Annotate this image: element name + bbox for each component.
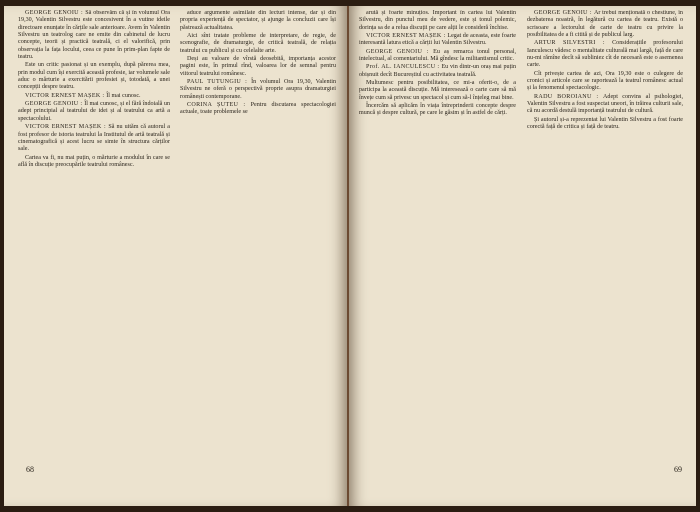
speaker-name: VICTOR ERNEST MAȘEK : (366, 33, 448, 40)
speaker-name: CORINA ȘUTEU : (187, 102, 251, 109)
speaker-name: GEORGE GENOIU : (25, 10, 86, 16)
paragraph-text: Adept convins al psihologiei, Valentin Silvestru a fost suspectat uneori, în trăirea culturii sale, că nu acordă destulă importanță teatrului de cultură. (527, 93, 683, 115)
speaker-name: Prof. AL. IANCULESCU : (366, 64, 442, 71)
paragraph-text: În volumul Ora 19,30, Valentin Silvestru ne oferă o perspectivă proprie asupra dramaturgiei românești contemporane. (180, 79, 336, 100)
paragraph (180, 102, 336, 117)
left-column-1 (18, 10, 170, 462)
paragraph (527, 71, 683, 93)
speaker-name: GEORGE GENOIU : (25, 101, 85, 108)
paragraph-text: Îl mai cunosc, și el fără îndoială un adept principial al teatrului de idei și al teatrului ca artă a spectacolului. (18, 101, 170, 122)
right-column-1 (359, 10, 516, 462)
paragraph (359, 49, 516, 64)
paragraph-text: Legat de aceasta, este foarte interesantă latura etică a cărții lui Valentin Silvestru. (359, 33, 516, 47)
paragraph (527, 94, 683, 116)
speaker-name: GEORGE GENOIU : (534, 10, 594, 16)
paragraph-text: Cartea va fi, nu mai puțin, o mărturie a modului în care se află în discuție preocupările teatrului românesc. (18, 154, 170, 168)
paragraph (527, 10, 683, 39)
paragraph (18, 62, 170, 91)
paragraph (180, 56, 336, 78)
paragraph-text: Aici sînt tratate probleme de interpretare, de regie, de scenografie, de dramaturgie, de critică teatrală, de relația teatrului cu publicul și cu celelalte arte. (180, 33, 336, 54)
page-number-right: 69 (674, 465, 682, 474)
paragraph-text: Eu aș remarca tonul personal, intelectual, al comentariului. Mă gîndesc la militantismul critic. (359, 48, 516, 63)
paragraph-text: Pentru discutarea spectacologiei actuale, toate problemele se (180, 102, 336, 116)
speaker-name: ARTUR SILVESTRI : (534, 40, 613, 47)
speaker-name: RADU BOROIANU : (534, 93, 604, 100)
paragraph-text: Încercăm să aplicăm în viața întreprinderii concepte despre muncă și despre cultură, pe care le găsim și în astfel de cărți. (359, 103, 516, 117)
paragraph-text: Să nu uităm că autorul a fost profesor de istoria teatrului la Institutul de artă teatrală și cinematografică și acest lucru se simte în structura cărților sale. (18, 124, 170, 153)
paragraph (359, 64, 516, 79)
page-number-left: 68 (26, 465, 34, 474)
paragraph (18, 93, 170, 100)
paragraph-text: Cît privește cartea de azi, Ora 19,30 este o culegere de cronici și articole care se raportează la teatrul românesc actual și la fenomenul spectacologic. (527, 70, 683, 92)
paragraph-text: Ar trebui menționată o chestiune, în dezbaterea noastră, în legătură cu cartea de teatru. Există o scrisoare a lectorului de carte de teatru cu privire la posibilitatea de a fi citită și de publicul larg. (527, 10, 683, 39)
speaker-name: VICTOR ERNEST MAȘEK : (25, 124, 109, 131)
paragraph-text: Să observăm că și în volumul Ora 19,30, Valentin Silvestru este concesivent în a vutine ideile directoare enunțate în cărțile sale anterioare. Avem în Valentin Silvestru un teatrolog care ne emite din cabinetul de lucru concepte, teorii și practică teatrală, ci el valorifică, prin observația la fața locului, ceea ce pune în prim-plan fapte de teatru. (18, 10, 170, 61)
left-column-2 (180, 10, 336, 462)
paragraph-text: Este un critic pasionat și un exemplu, după părerea mea, prin modul cum își exercită această profesie, iar volumele sale aduc o mărturie a exercitării profesiei și, totodată, a unei concepții despre teatru. (18, 62, 170, 91)
paragraph (359, 33, 516, 48)
paragraph (527, 40, 683, 69)
left-page (4, 6, 347, 506)
speaker-name: VICTOR ERNEST MAȘEK : (25, 92, 107, 99)
paragraph-text: Deși au valoare de vîrstă deosebită, importanța acestor pagini este, în primul rînd, valoarea lor de semnal pentru viitorul teatrului românesc. (180, 56, 336, 77)
paragraph (180, 33, 336, 55)
paragraph (359, 80, 516, 102)
paragraph-text: Multumesc pentru posibilitatea, ce mi-a oferit-o, de a participa la această discuție. Mă interesează o carte care să mă învețe cum să privesc un spectacol și cum să-l înțeleg mai bine. (359, 80, 516, 101)
paragraph-text: Eu vin dintr-un oraș mai puțin obișnuit decît Bucureștiul cu activitatea teatrală. (359, 64, 516, 78)
paragraph (18, 124, 170, 153)
paragraph-text: aduce argumente asimilate din lecturi intense, dar și din propria experiență de spectator, și ajunge la concluzii care își păstrează actualitatea. (180, 10, 336, 31)
paragraph (180, 10, 336, 32)
right-page (349, 6, 696, 506)
paragraph (359, 103, 516, 118)
paragraph (527, 117, 683, 132)
paragraph-text: Considerațiile profesorului Ianculescu vădesc o mentalitate culturală mai largă, față de care nu-mi rămîne decît să subliniez cît de necesară este o asemenea carte. (527, 40, 683, 69)
paragraph (18, 155, 170, 170)
paragraph (18, 101, 170, 123)
paragraph-text: Și autorul și-a reprezentat lui Valentin Silvestru a fost foarte corectă față de critica și față de teatru. (527, 116, 683, 131)
paragraph (18, 10, 170, 61)
paragraph-text: arută și foarte minuțios. Important în cartea lui Valentin Silvestru, din punctul meu de vedere, este și tonul polemic, dorința sa de a relua discuții pe care alții le consideră închise. (359, 10, 516, 31)
right-column-2 (527, 10, 683, 462)
paragraph-text: Îl mai cunosc. (106, 92, 141, 99)
speaker-name: PAUL TUTUNGIU : (187, 79, 252, 86)
paragraph (359, 10, 516, 32)
speaker-name: GEORGE GENOIU : (366, 48, 434, 55)
paragraph (180, 79, 336, 101)
